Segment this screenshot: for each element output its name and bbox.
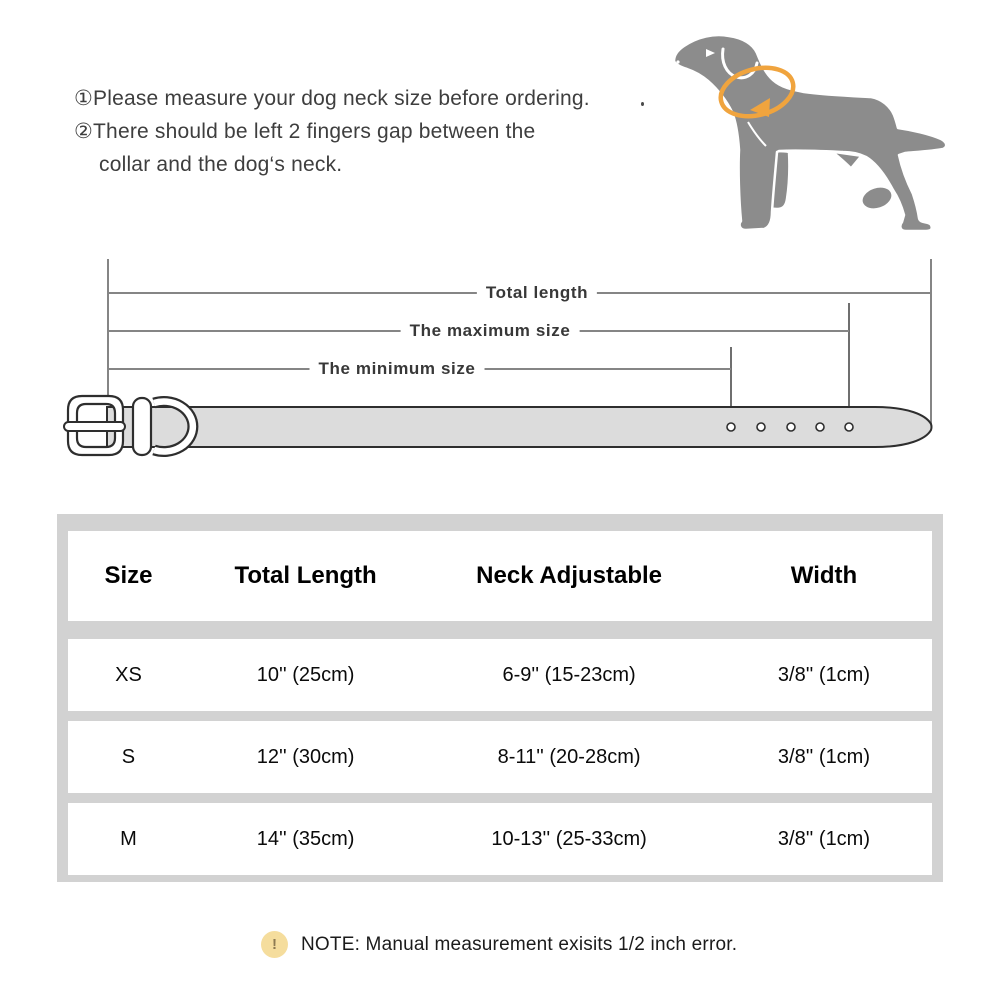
collar-diagram	[0, 0, 1000, 480]
total-length-label: Total length	[477, 283, 597, 303]
collar-band	[107, 407, 932, 447]
cell-neck: 10-13'' (25-33cm)	[491, 827, 647, 850]
header-neck-adjustable: Neck Adjustable	[476, 562, 663, 589]
instruction-line-3: collar and the dog‘s neck.	[99, 153, 343, 176]
size-table	[57, 514, 943, 882]
cell-size: M	[120, 827, 137, 850]
size-table-header-row	[68, 531, 932, 621]
collar-buckle-prong	[64, 422, 125, 431]
table-row-m	[68, 803, 932, 875]
header-size: Size	[104, 562, 153, 589]
collar-hole	[787, 423, 795, 431]
collar-keeper	[133, 398, 151, 455]
cell-neck: 8-11'' (20-28cm)	[497, 745, 641, 768]
collar-hole	[845, 423, 853, 431]
header-total-length: Total Length	[234, 562, 377, 589]
cell-width: 3/8'' (1cm)	[777, 745, 871, 768]
collar-hole	[816, 423, 824, 431]
cell-neck: 6-9'' (15-23cm)	[502, 663, 636, 686]
instruction-line-2: ②There should be left 2 fingers gap between the	[74, 120, 536, 143]
circled-1-bullet: ①	[74, 87, 94, 110]
maximum-size-label: The maximum size	[401, 321, 580, 341]
table-row-s	[68, 721, 932, 793]
cell-width: 3/8'' (1cm)	[777, 663, 871, 686]
cell-length: 14'' (35cm)	[256, 827, 355, 850]
note-text: NOTE: Manual measurement exisits 1/2 inch error.	[301, 933, 738, 955]
cell-length: 12'' (30cm)	[256, 745, 355, 768]
minimum-size-label: The minimum size	[310, 359, 485, 379]
header-width: Width	[790, 562, 858, 589]
cell-size: S	[121, 745, 136, 768]
alert-icon: !	[261, 931, 288, 958]
collar-hole	[727, 423, 735, 431]
cell-width: 3/8'' (1cm)	[777, 827, 871, 850]
circled-2-bullet: ②	[74, 120, 94, 143]
instruction-line-1: ①Please measure your dog neck size before ordering.	[74, 87, 590, 110]
measurement-note	[261, 931, 737, 958]
collar-hole	[757, 423, 765, 431]
table-row-xs	[68, 639, 932, 711]
cell-size: XS	[115, 663, 142, 686]
cell-length: 10'' (25cm)	[256, 663, 355, 686]
